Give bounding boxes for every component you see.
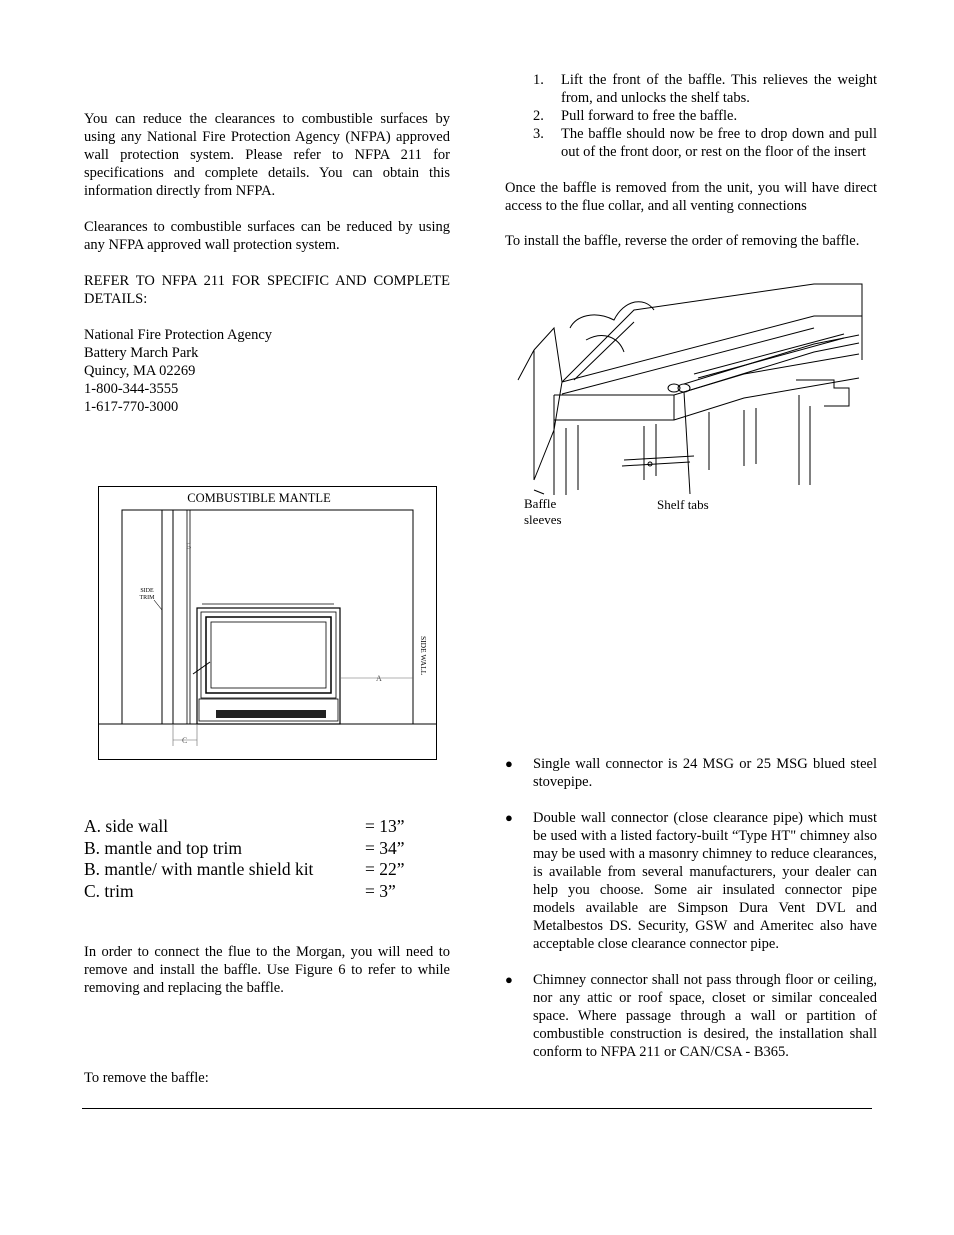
- dimension-c-label: C: [182, 736, 188, 745]
- clearance-label: A. side wall: [84, 816, 169, 836]
- bullet-item: [505, 971, 877, 1061]
- clearance-label: B. mantle and top trim: [84, 837, 242, 858]
- step-number: 1.: [533, 72, 544, 88]
- install-baffle-paragraph: [505, 232, 877, 250]
- address-line: Battery March Park: [84, 345, 199, 361]
- refer-paragraph: [84, 272, 450, 308]
- dimension-b-label: B: [186, 542, 192, 551]
- side-trim-label: TRIM: [139, 595, 155, 601]
- nfpa-address: [84, 326, 450, 416]
- clearance-value: = 34”: [365, 837, 405, 858]
- footer-rule: [82, 1108, 872, 1109]
- address-line: 1-617-770-3000: [84, 399, 179, 415]
- clearance-row: [84, 838, 450, 860]
- baffle-removed-paragraph: [505, 179, 877, 215]
- intro-paragraph: [84, 110, 450, 200]
- step-item: [505, 107, 877, 125]
- clearance-value: = 3”: [365, 880, 396, 901]
- step-text: Pull forward to free the baffle.: [561, 108, 738, 124]
- clearance-table: [84, 816, 450, 902]
- clearance-diagram: [98, 486, 438, 762]
- bullet-icon: ●: [505, 810, 513, 825]
- step-number: 2.: [533, 108, 544, 124]
- bullet-item: [505, 755, 877, 791]
- side-trim-label: SIDE: [140, 588, 154, 594]
- address-line: Quincy, MA 02269: [84, 363, 196, 379]
- clearance-paragraph: [84, 218, 450, 254]
- connector-bullets: [505, 755, 877, 1079]
- shelf-tabs-label: Shelf tabs: [657, 497, 709, 512]
- step-text: Lift the front of the baffle. This relieves the weight from, and unlocks the shelf tabs.: [561, 72, 877, 106]
- remove-baffle-text: To remove the baffle:: [84, 1070, 209, 1086]
- clearance-row: [84, 859, 450, 881]
- baffle-sleeves-label: sleeves: [524, 512, 562, 527]
- baffle-removed-text: Once the baffle is removed from the unit, you will have direct access to the flue collar, and all venting connections: [505, 180, 877, 214]
- baffle-diagram: [514, 280, 866, 530]
- bullet-text: Single wall connector is 24 MSG or 25 MSG blued steel stovepipe.: [533, 756, 877, 790]
- clearance-value: = 22”: [365, 859, 405, 879]
- flue-text: In order to connect the flue to the Morgan, you will need to remove and install the baffle. Use Figure 6 to refer to while removing and replacing the baffle.: [84, 944, 450, 996]
- clearance-text: Clearances to combustible surfaces can be reduced by using any NFPA approved wall protection system.: [84, 219, 450, 253]
- install-baffle-text: To install the baffle, reverse the order of removing the baffle.: [505, 233, 860, 249]
- side-wall-label: SIDE WALL: [419, 636, 428, 676]
- clearance-row: [84, 816, 450, 838]
- flue-paragraph: [84, 943, 450, 997]
- clearance-label: C. trim: [84, 880, 134, 901]
- clearance-label: B. mantle/ with mantle shield kit: [84, 859, 314, 879]
- step-item: [505, 125, 877, 161]
- clearance-value: = 13”: [365, 816, 405, 836]
- step-text: The baffle should now be free to drop down and pull out of the front door, or rest on the floor of the insert: [561, 126, 877, 160]
- dimension-a-label: A: [376, 674, 382, 683]
- remove-baffle-heading: [84, 1069, 450, 1087]
- intro-text: You can reduce the clearances to combustible surfaces by using any National Fire Protection Agency (NFPA) approved wall protection system. Please refer to NFPA 211 for specifications and complete details. You can obtain this information directly from NFPA.: [84, 111, 450, 199]
- address-line: National Fire Protection Agency: [84, 327, 273, 343]
- baffle-steps: [505, 71, 877, 161]
- bullet-icon: ●: [505, 756, 513, 771]
- step-number: 3.: [533, 126, 544, 142]
- bullet-text: Chimney connector shall not pass through floor or ceiling, nor any attic or roof space, closet or similar concealed space. Where passage through a wall or partition of combustible construction is desired, the installation shall conform to NFPA 211 or CAN/CSA - B365.: [533, 972, 877, 1060]
- baffle-sleeves-label: Baffle: [524, 496, 557, 511]
- bullet-icon: ●: [505, 972, 513, 987]
- combustible-mantle-label: COMBUSTIBLE MANTLE: [187, 491, 331, 505]
- bullet-item: [505, 809, 877, 953]
- refer-text: REFER TO NFPA 211 FOR SPECIFIC AND COMPLETE DETAILS:: [84, 273, 450, 307]
- step-item: [505, 71, 877, 107]
- bullet-text: Double wall connector (close clearance pipe) which must be used with a listed factory-built “Type HT" chimney also may be used with a masonry chimney to reduce clearances, is available from several manufacturers, your dealer can help you choose. Some air insulated connector pipe models available are Simpson Dura Vent DVL and Metalbestos DS. Security, GSW and Ameritec also have acceptable close clearance connector pipe.: [533, 810, 877, 952]
- address-line: 1-800-344-3555: [84, 381, 179, 397]
- clearance-row: [84, 881, 450, 903]
